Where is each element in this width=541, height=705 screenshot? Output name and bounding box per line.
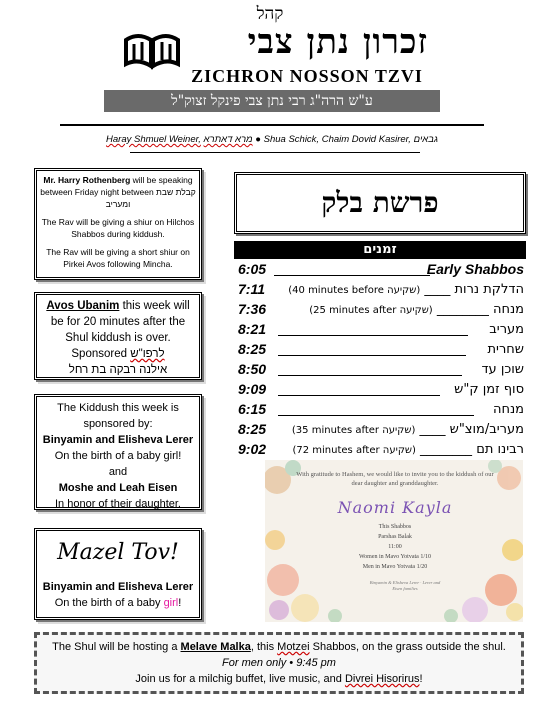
sponsored-label: Sponsored xyxy=(71,348,131,360)
zman-time: 6:15 xyxy=(238,401,267,417)
speaker-name: Mr. Harry Rothenberg xyxy=(43,175,131,185)
zman-label-text: הדלקת נרות xyxy=(454,282,524,297)
zman-row xyxy=(238,420,524,439)
invitation-line: Men in Mavo Yotvata 1/20 xyxy=(362,564,428,570)
zman-row xyxy=(238,360,524,379)
zman-row xyxy=(238,380,524,399)
zman-time: 8:25 xyxy=(238,421,267,437)
staff-line xyxy=(62,134,482,145)
zman-leader-line xyxy=(278,415,474,416)
zman-label-text: מעריב/מוצ"ש xyxy=(449,422,524,437)
zman-leader-line xyxy=(278,375,462,376)
zman-label: מעריב xyxy=(489,322,524,337)
zman-leader-line xyxy=(274,275,430,276)
mazel-tov-box xyxy=(34,528,202,620)
avos-title: Avos Ubanim xyxy=(46,300,120,312)
zman-label: Early Shabbos xyxy=(426,261,524,277)
zman-label: שוכן עד xyxy=(481,362,524,377)
gabboim-names: Shua Schick, Chaim Dovid Kasirer, xyxy=(263,134,411,145)
zman-time: 8:25 xyxy=(238,341,267,357)
kiddush-invitation-image xyxy=(265,460,523,622)
zman-leader-line xyxy=(278,335,468,336)
invitation-signers: Binyamin & Elisheva Lerer · Lerer and Eisen families xyxy=(369,580,441,591)
gabboim-label: גבאים xyxy=(413,134,438,145)
shiur-kiddush-text: The Rav will be giving a shiur on Hilchos Shabbos during kiddush. xyxy=(41,217,195,239)
header-divider xyxy=(60,124,484,126)
zman-row xyxy=(238,320,524,339)
avos-text: this week will be for 20 minutes after the Shul kiddush is over. xyxy=(50,300,190,344)
kiddush-box xyxy=(34,394,202,510)
banner-line-1 xyxy=(37,639,521,655)
zman-time: 8:21 xyxy=(238,321,267,337)
mazel-tov-title: Mazel Tov! xyxy=(57,540,179,565)
zman-label-text: רבינו תם xyxy=(476,442,524,457)
banner-text: Shabbos, on the grass outside the shul. xyxy=(309,641,506,653)
shul-english-name: ZICHRON NOSSON TZVI xyxy=(191,66,423,86)
zman-label: מעריב/מוצ"ש ____ (35 minutes after שקיעה) xyxy=(291,422,524,437)
zman-label: מנחה ________ (25 minutes after שקיעה) xyxy=(309,302,524,317)
zman-time: 9:09 xyxy=(238,381,267,397)
zman-label: מנחה xyxy=(492,402,524,417)
banner-text: The Shul will be hosting a xyxy=(52,641,181,653)
kiddush-sponsor-1: Binyamin and Elisheva Lerer xyxy=(42,434,194,446)
banner-text: ! xyxy=(419,673,423,685)
zman-time: 8:50 xyxy=(238,361,267,377)
zman-label: הדלקת נרות ____ (40 minutes before שקיעה) xyxy=(288,282,524,297)
zman-note: (40 minutes before שקיעה) xyxy=(288,285,421,296)
parsha-title: פרשת בלק xyxy=(234,172,526,234)
kiddush-and: and xyxy=(108,466,128,478)
divrei-hisorirus: Divrei Hisorirus xyxy=(344,673,420,685)
zman-time: 7:36 xyxy=(238,301,267,317)
open-book-logo-icon xyxy=(122,30,182,70)
zman-leader-line xyxy=(278,355,466,356)
mazel-tov-reason xyxy=(40,595,196,611)
zman-row xyxy=(238,300,524,319)
banner-line-3 xyxy=(37,671,521,687)
banner-line-2: For men only • 9:45 pm xyxy=(222,657,336,669)
speaker-text: will be speaking between Friday night between xyxy=(40,175,193,197)
invitation-gratitude: With gratitude to Hashem, we would like to invite you to the kiddush of our dear daughter and granddaughter. xyxy=(296,471,494,487)
mazel-reason-end: ! xyxy=(178,597,182,609)
girl-word: girl xyxy=(163,597,179,609)
zman-note: (35 minutes after שקיעה) xyxy=(291,425,416,436)
invitation-line: This Shabbos xyxy=(378,524,412,530)
shul-hebrew-name: זכרון נתן צבי xyxy=(247,22,428,62)
zman-note: (25 minutes after שקיעה) xyxy=(309,305,433,316)
banner-text: , this xyxy=(250,641,278,653)
kiddush-reason-2: In honor of their daughter. xyxy=(55,498,181,510)
speaker-box xyxy=(34,168,202,280)
zman-time: 7:11 xyxy=(238,281,265,297)
zman-row xyxy=(238,260,524,279)
zman-row xyxy=(238,440,524,459)
invitation-details xyxy=(315,522,475,572)
zman-label: רבינו תם ________ (72 minutes after שקיעה) xyxy=(292,442,524,457)
zman-row xyxy=(238,340,524,359)
zman-row xyxy=(238,280,524,299)
shiur-avos-text: The Rav will be giving a short shiur on Pirkei Avos following Mincha. xyxy=(46,247,190,269)
zman-label: סוף זמן ק"ש xyxy=(454,382,524,397)
zman-time: 9:02 xyxy=(238,441,267,457)
staff-divider xyxy=(130,152,420,153)
mazel-reason-text: On the birth of a baby xyxy=(54,597,164,609)
kiddush-reason-1: On the birth of a baby girl! xyxy=(54,450,182,462)
zman-note: (72 minutes after שקיעה) xyxy=(292,445,416,456)
rav-name: Haray Shmuel Weiner, xyxy=(106,134,201,145)
kahal-label: קהל xyxy=(256,4,284,23)
avos-sponsor-name: אילנה רבקה בת רחל xyxy=(68,364,168,376)
melave-malka-label: Melave Malka xyxy=(180,641,251,653)
zman-leader-line xyxy=(278,395,440,396)
melave-malka-banner xyxy=(34,632,524,694)
invitation-line: Women in Mavo Yotvata 1/10 xyxy=(358,554,431,560)
zman-row xyxy=(238,400,524,419)
avos-ubanim-box xyxy=(34,292,202,380)
invitation-line: Parshas Balak xyxy=(378,534,412,540)
zman-label-text: מנחה xyxy=(492,302,524,317)
refuah-label: לרפו"ש xyxy=(130,348,165,360)
zmanim-header: זמנים xyxy=(234,241,526,259)
invitation-line: 11:00 xyxy=(388,544,402,550)
dedication-banner: ע"ש הרה"ג רבי נתן צבי פינקל זצוק"ל xyxy=(104,90,440,112)
motzei-word: Motzei xyxy=(277,641,310,653)
speaker-hebrew: קבלת שבת ומעריב xyxy=(105,187,196,209)
zman-time: 6:05 xyxy=(238,261,267,277)
zman-label: שחרית xyxy=(487,342,524,357)
invitation-baby-name: Naomi Kayla xyxy=(337,498,453,517)
kiddush-intro: The Kiddush this week is sponsored by: xyxy=(57,402,179,430)
kiddush-sponsor-2: Moshe and Leah Eisen xyxy=(58,482,178,494)
banner-text: Join us for a milchig buffet, live music, and xyxy=(135,673,345,685)
bullet-icon: ● xyxy=(255,134,261,145)
mazel-tov-couple: Binyamin and Elisheva Lerer xyxy=(42,581,194,593)
mara-label: מרא דאתרא xyxy=(203,134,253,145)
